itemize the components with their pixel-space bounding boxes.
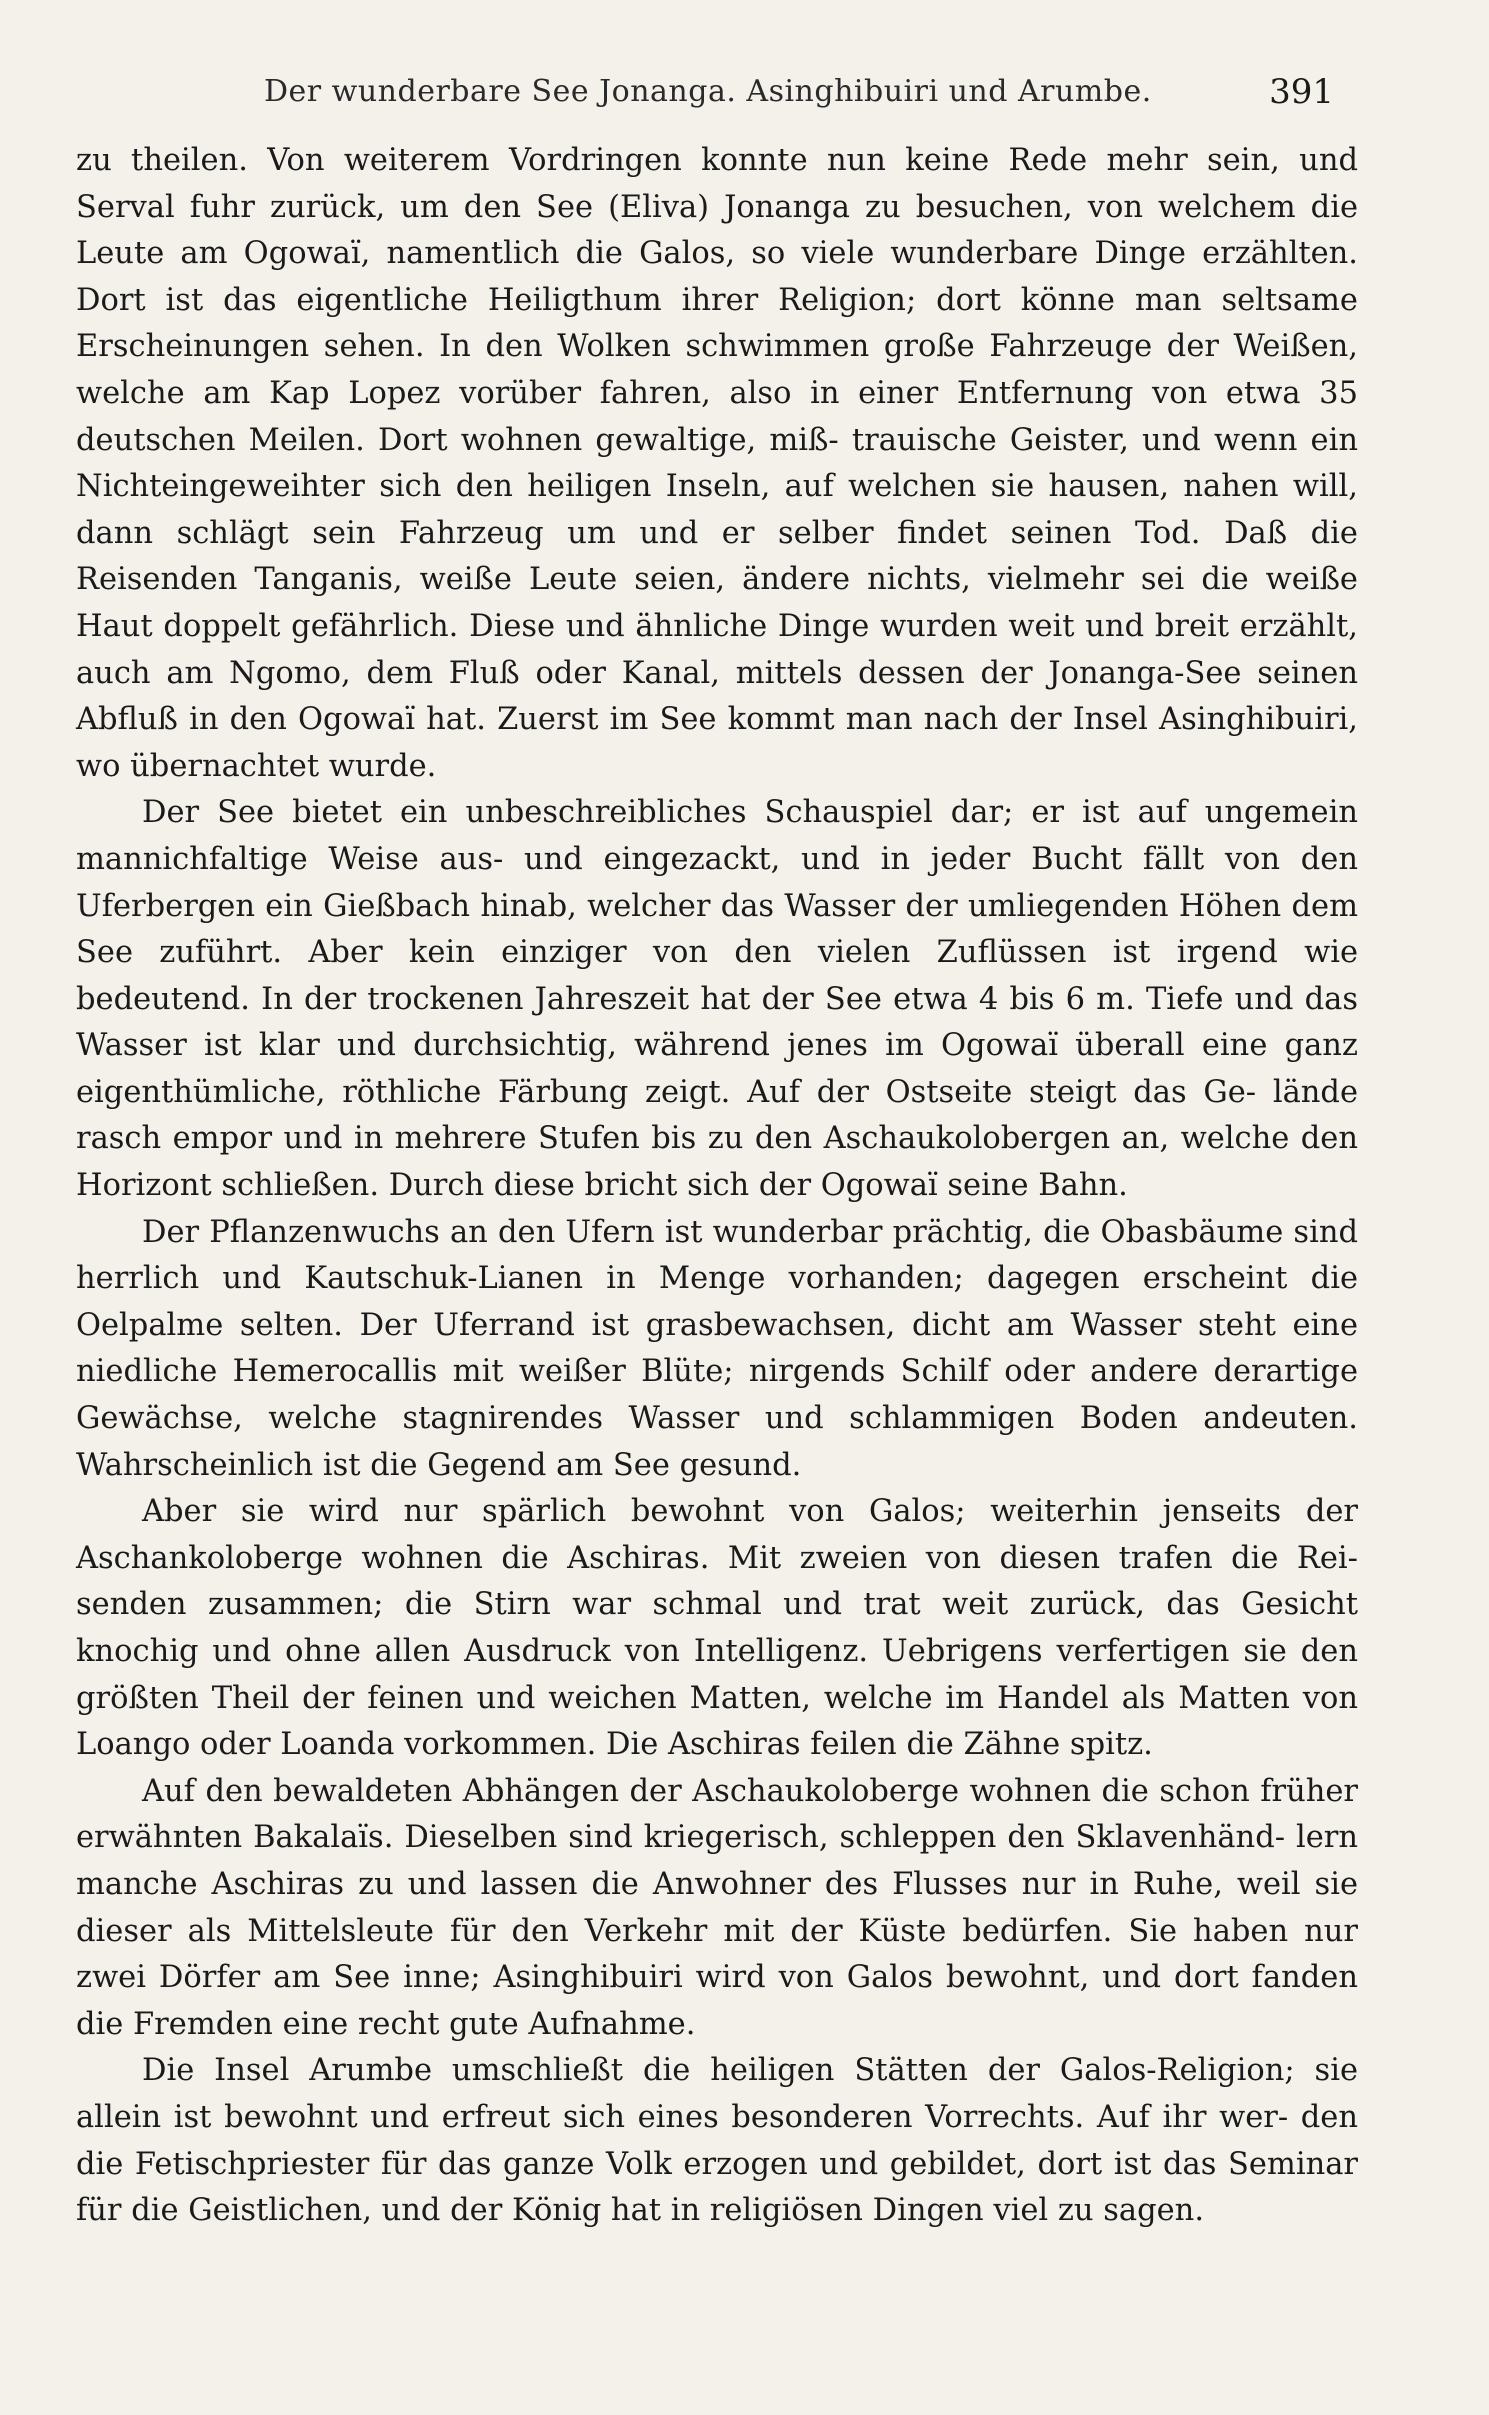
paragraph: Der Pflanzenwuchs an den Ufern ist wunderbar prächtig, die Obasbäume sind herrlich und Kautschuk-Lianen in Menge vorhanden; dagegen erscheint die Oelpalme selten. Der Uferrand ist grasbewachsen, dicht am Wasser steht eine niedliche Hemerocallis mit weißer Blüte; nirgends Schilf oder andere derartige Gewächse, welche stagnirendes Wasser und schlammigen Boden andeuten. Wahrscheinlich ist die Gegend am See gesund. — [76, 1214, 1358, 1483]
paragraph: Aber sie wird nur spärlich bewohnt von Galos; weiterhin jenseits der Aschankoloberge wohnen die Aschiras. Mit zweien von diesen trafen die Rei- senden zusammen; die Stirn war schmal und trat weit zurück, das Gesicht knochig und ohne allen Ausdruck von Intelligenz. Uebrigens verfertigen sie den größten Theil der feinen und weichen Matten, welche im Handel als Matten von Loango oder Loanda vorkommen. Die Aschiras feilen die Zähne spitz. — [76, 1494, 1358, 1763]
running-head: Der wunderbare See Jonanga. Asinghibuiri und Arumbe. — [264, 74, 1152, 109]
paragraph: Die Insel Arumbe umschließt die heiligen Stätten der Galos-Religion; sie allein ist bewohnt und erfreut sich eines besonderen Vorrechts. Auf ihr wer- den die Fetischpriester für das ganze Volk erzogen und gebildet, dort ist das Seminar für die Geistlichen, und der König hat in religiösen Dingen viel zu sagen. — [76, 2053, 1358, 2229]
paragraph: Auf den bewaldeten Abhängen der Aschaukoloberge wohnen die schon früher erwähnten Bakalaïs. Dieselben sind kriegerisch, schleppen den Sklavenhänd- lern manche Aschiras zu und lassen die Anwohner des Flusses nur in Ruhe, weil sie dieser als Mittelsleute für den Verkehr mit der Küste bedürfen. Sie haben nur zwei Dörfer am See inne; Asinghibuiri wird von Galos bewohnt, und dort fanden die Fremden eine recht gute Aufnahme. — [76, 1773, 1358, 2042]
paragraph: zu theilen. Von weiterem Vordringen konnte nun keine Rede mehr sein, und Serval fuhr zurück, um den See (Eliva) Jonanga zu besuchen, von welchem die Leute am Ogowaï, namentlich die Galos, so viele wunderbare Dinge erzählten. Dort ist das eigentliche Heiligthum ihrer Religion; dort könne man seltsame Erscheinungen sehen. In den Wolken schwimmen große Fahrzeuge der Weißen, welche am Kap Lopez vorüber fahren, also in einer Entfernung von etwa 35 deutschen Meilen. Dort wohnen gewaltige, miß- trauische Geister, und wenn ein Nichteingeweihter sich den heiligen Inseln, auf welchen sie hausen, nahen will, dann schlägt sein Fahrzeug um und er selber findet seinen Tod. Daß die Reisenden Tanganis, weiße Leute seien, ändere nichts, vielmehr sei die weiße Haut doppelt gefährlich. Diese und ähnliche Dinge wurden weit und breit erzählt, auch am Ngomo, dem Fluß oder Kanal, mittels dessen der Jonanga-See seinen Abfluß in den Ogowaï hat. Zuerst im See kommt man nach der Insel Asinghibuiri, wo übernachtet wurde. — [76, 143, 1358, 784]
page-header — [76, 74, 1342, 122]
paragraph: Der See bietet ein unbeschreibliches Schauspiel dar; er ist auf ungemein mannichfaltige Weise aus- und eingezackt, und in jeder Bucht fällt von den Uferbergen ein Gießbach hinab, welcher das Wasser der umliegenden Höhen dem See zuführt. Aber kein einziger von den vielen Zuflüssen ist irgend wie bedeutend. In der trockenen Jahreszeit hat der See etwa 4 bis 6 m. Tiefe und das Wasser ist klar und durchsichtig, während jenes im Ogowaï überall eine ganz eigenthümliche, röthliche Färbung zeigt. Auf der Ostseite steigt das Ge- lände rasch empor und in mehrere Stufen bis zu den Aschaukolobergen an, welche den Horizont schließen. Durch diese bricht sich der Ogowaï seine Bahn. — [76, 795, 1358, 1204]
page-number: 391 — [1269, 72, 1334, 112]
body-text — [76, 138, 1358, 2235]
